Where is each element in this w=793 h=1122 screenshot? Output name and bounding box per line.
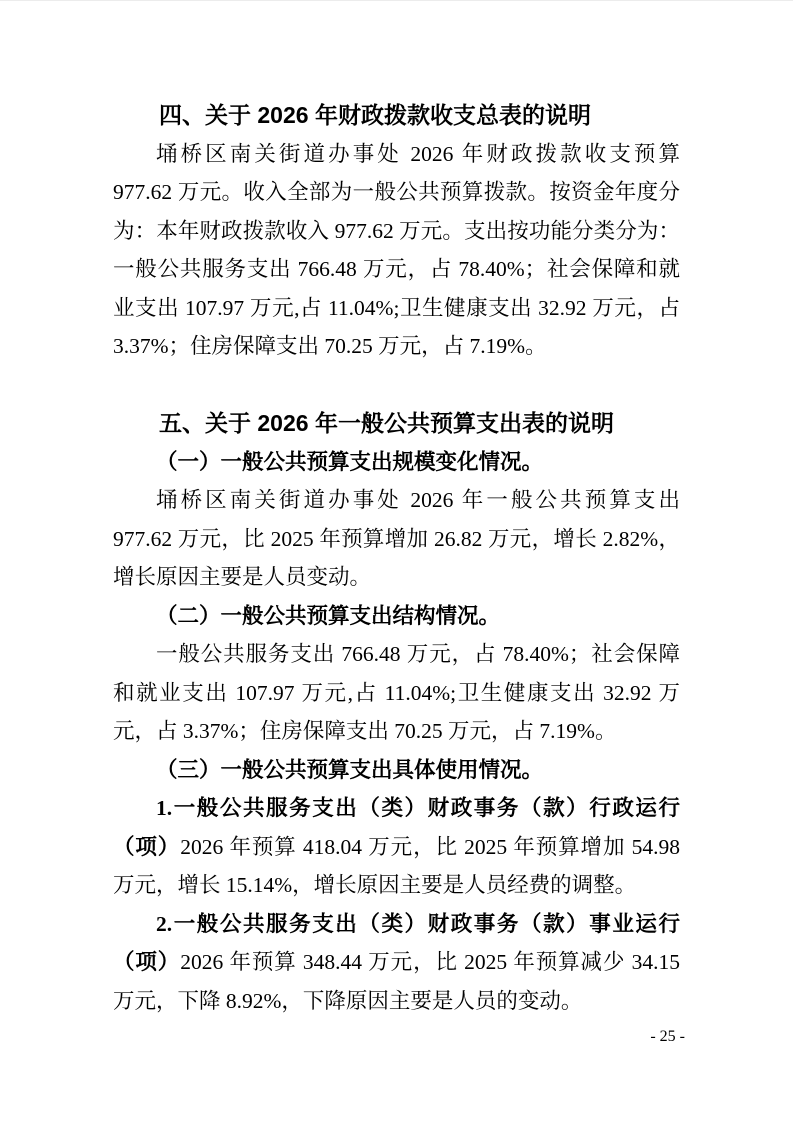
section5-sub2-heading: （二）一般公共预算支出结构情况。 [156, 603, 501, 628]
document-content [113, 96, 680, 1020]
page-number: - 25 - [650, 1028, 685, 1045]
section5-sub3-item-2 [113, 905, 680, 1021]
section5-sub3-item-1 [113, 789, 680, 905]
section4-paragraph: 埇桥区南关街道办事处 2026 年财政拨款收支预算 977.62 万元。收入全部为一般公共预算拨款。按资金年度分为：本年财政拨款收入 977.62 万元。支出按功能分类分为：一般公共服务支出 766.48 万元，占 78.40%；社会保障和就业支出 107.97 万元,占 11.04%;卫生健康支出 32.92 万元，占 3.37%；住房保障支出 70.25 万元，占 7.19%。 [113, 141, 680, 358]
section5-sub3-item-1-text: 2026 年预算 418.04 万元，比 2025 年预算增加 54.98 万元，增长 15.14%，增长原因主要是人员经费的调整。 [113, 834, 680, 897]
section5-sub3-item-1-lead: 1.一般公共服务支出（类）财政事务（款）行政运行（项） [113, 796, 680, 859]
section5-sub2-paragraph: 一般公共服务支出 766.48 万元，占 78.40%；社会保障和就业支出 107.97 万元,占 11.04%;卫生健康支出 32.92 万元，占 3.37%；住房保障支出 70.25 万元，占 7.19%。 [113, 642, 680, 743]
section5-heading: 五、关于 2026 年一般公共预算支出表的说明 [159, 410, 614, 436]
section5-sub3-item-2-text: 2026 年预算 348.44 万元，比 2025 年预算减少 34.15 万元，下降 8.92%，下降原因主要是人员的变动。 [113, 950, 680, 1013]
section4-heading: 四、关于 2026 年财政拨款收支总表的说明 [159, 102, 591, 128]
section5-sub1-paragraph: 埇桥区南关街道办事处 2026 年一般公共预算支出 977.62 万元，比 2025 年预算增加 26.82 万元，增长 2.82%，增长原因主要是人员变动。 [113, 488, 680, 589]
section5-sub1-heading: （一）一般公共预算支出规模变化情况。 [156, 449, 544, 474]
section5-sub3-heading: （三）一般公共预算支出具体使用情况。 [156, 757, 544, 782]
section5-sub3-item-2-lead: 2.一般公共服务支出（类）财政事务（款）事业运行（项） [113, 911, 680, 974]
